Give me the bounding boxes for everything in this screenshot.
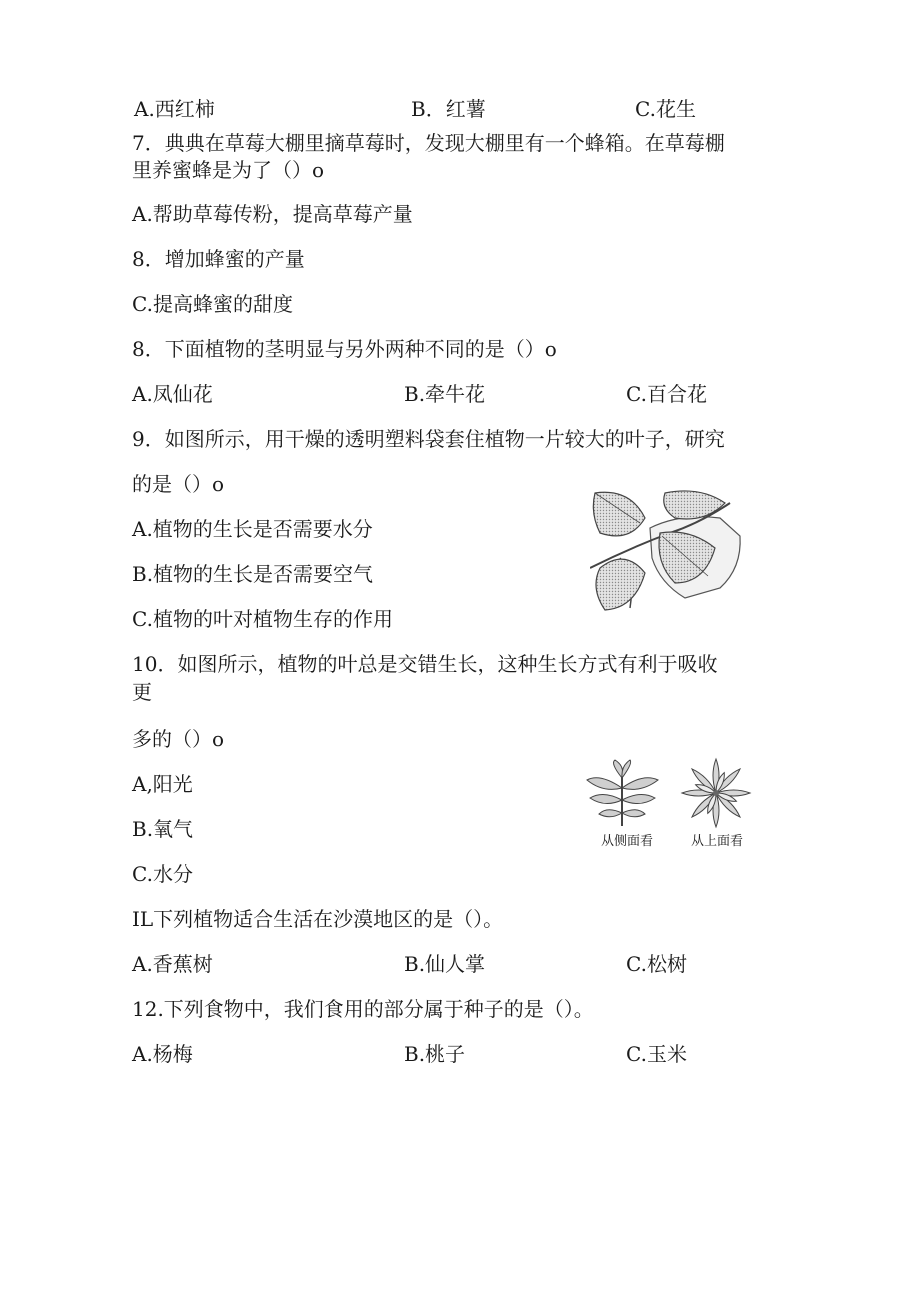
q8-option-a: A.凤仙花 [132,382,213,406]
q11-option-c: C.松树 [626,952,687,976]
plant-top-view-illustration [678,756,754,830]
leaf-top-left [593,492,645,536]
q11-option-b: B.仙人掌 [404,952,486,976]
q9-stem-line2: 的是（）o [132,472,225,496]
leaf-top-right [664,491,725,519]
q11-option-a: A.香蕉树 [132,952,213,976]
q7-option-b: 8．增加蜂蜜的产量 [132,247,305,271]
plant-side-view-illustration [585,758,660,828]
caption-top-view: 从上面看 [691,834,744,849]
q9-stem-line1: 9．如图所示，用干燥的透明塑料袋套住植物一片较大的叶子，研究 [132,427,725,451]
q12-option-c: C.玉米 [626,1042,687,1066]
caption-side-view: 从侧面看 [601,834,654,849]
q8-stem: 8．下面植物的茎明显与另外两种不同的是（）o [132,337,557,361]
q7-option-c: C.提高蜂蜜的甜度 [132,292,293,316]
q6-option-b: B．红薯 [411,97,486,121]
q10-option-c: C.水分 [132,862,193,886]
q8-option-b: B.牵牛花 [404,382,486,406]
q12-stem: 12.下列食物中，我们食用的部分属于种子的是（）。 [132,997,594,1021]
q10-stem-line2: 更 [132,680,152,704]
q12-option-b: B.桃子 [404,1042,466,1066]
q10-option-a: A,阳光 [132,772,193,796]
q8-option-c: C.百合花 [626,382,707,406]
q9-option-b: B.植物的生长是否需要空气 [132,562,374,586]
q6-option-a: A.西红柿 [134,97,215,121]
leaf-in-bag-illustration [590,488,745,613]
q10-stem-line3: 多的（）o [132,727,225,751]
leaf-bottom-left [596,559,645,610]
q9-option-a: A.植物的生长是否需要水分 [132,517,373,541]
q6-option-c: C.花生 [635,97,696,121]
q9-option-c: C.植物的叶对植物生存的作用 [132,607,393,631]
q7-stem-line2: 里养蜜蜂是为了（）o [132,158,325,182]
q10-stem-line1: 10．如图所示，植物的叶总是交错生长，这种生长方式有利于吸收 [132,652,718,676]
q11-stem: IL下列植物适合生活在沙漠地区的是（）。 [132,907,504,931]
q10-option-b: B.氧气 [132,817,194,841]
q7-stem-line1: 7．典典在草莓大棚里摘草莓时，发现大棚里有一个蜂箱。在草莓棚 [132,131,725,155]
q7-option-a: A.帮助草莓传粉，提高草莓产量 [132,202,413,226]
q12-option-a: A.杨梅 [132,1042,193,1066]
